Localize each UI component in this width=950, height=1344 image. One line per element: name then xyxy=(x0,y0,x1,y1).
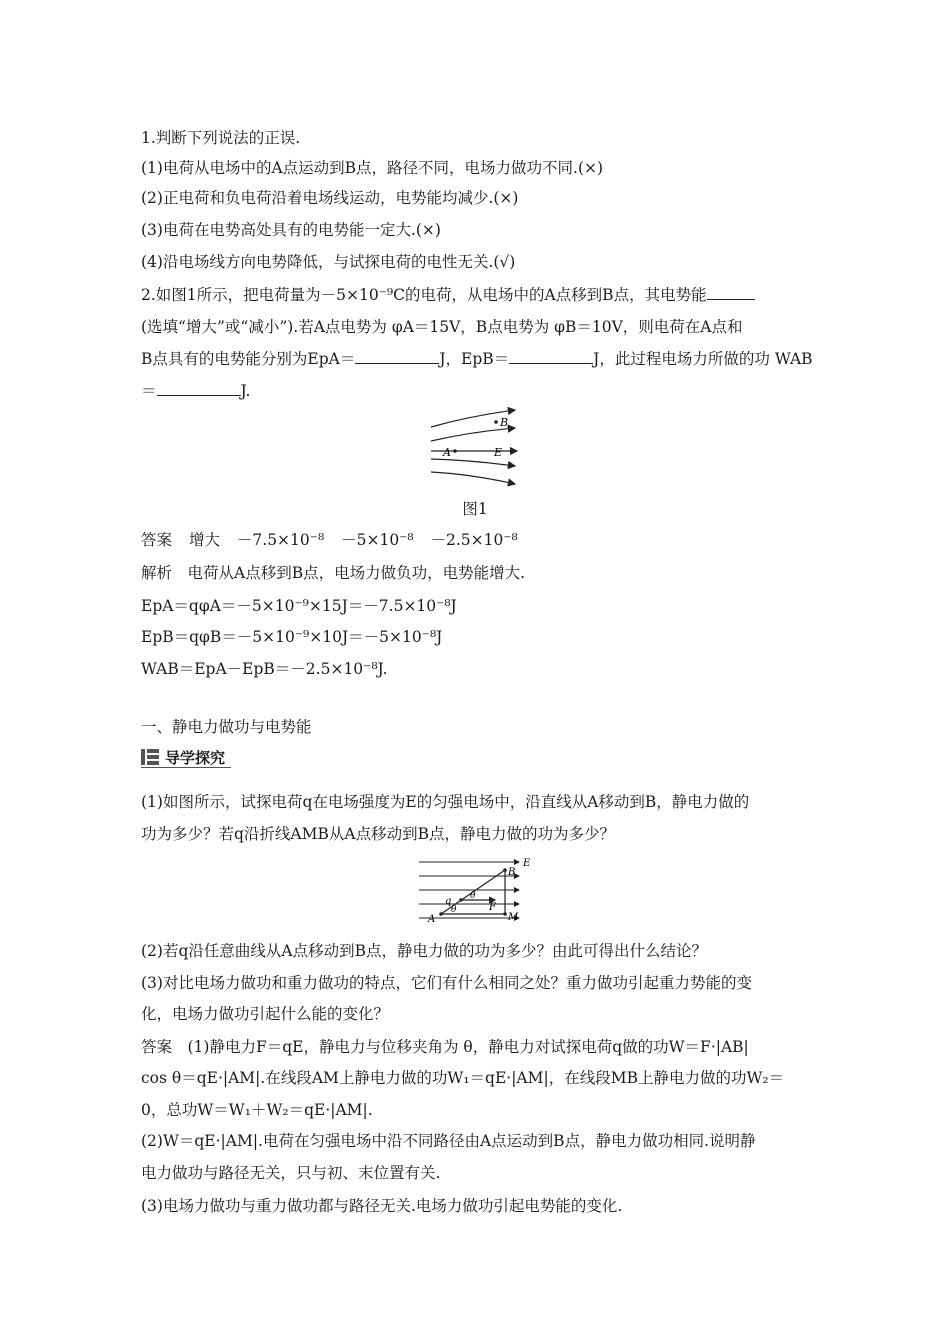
q1-item-4: (4)沿电场线方向电势降低，与试探电荷的电性无关.(√) xyxy=(141,253,516,271)
section-subheading: 导学探究 xyxy=(165,749,226,767)
fig2-label-a: A xyxy=(428,914,436,925)
blank-3 xyxy=(509,349,593,364)
fig1-label-b: B xyxy=(500,416,509,429)
blank-1 xyxy=(707,285,755,300)
analysis-2-line-3: EpB＝qφB＝－5×10⁻⁹×10J＝－5×10⁻⁸J xyxy=(141,628,443,646)
explore-p2: (2)若q沿任意曲线从A点移动到B点，静电力做的功为多少？由此可得出什么结论？ xyxy=(141,942,707,960)
answer-3-line-2: cos θ＝qE·|AM|.在线段AM上静电力做的功W₁＝qE·|AM|，在线段MB上静电力做的功W₂＝ xyxy=(141,1069,785,1087)
q1-title: 1.判断下列说法的正误. xyxy=(141,129,301,147)
answer-2-label: 答案 xyxy=(141,531,173,549)
q2-line-3-b: J，EpB＝ xyxy=(439,350,510,368)
explore-p1-line-2: 功为多少？若q沿折线AMB从A点移动到B点，静电力做的功为多少？ xyxy=(141,825,615,843)
blank-4 xyxy=(157,381,241,396)
q1-item-1: (1)电荷从电场中的A点运动到B点，路径不同，电场力做功不同.(×) xyxy=(141,159,604,177)
answer-3-line-4: (2)W＝qE·|AM|.电荷在匀强电场中沿不同路径由A点运动到B点，静电力做功相同.说明静 xyxy=(141,1132,756,1150)
q2-line-3-c: J，此过程电场力所做的功 WAB xyxy=(593,350,813,368)
fig2-label-f: F xyxy=(489,902,496,913)
q2-line-1 xyxy=(141,285,755,305)
fig2-label-e: E xyxy=(523,858,531,869)
answer-2-value-1: 增大 xyxy=(188,531,220,549)
fig2-label-q: q xyxy=(445,896,452,907)
q2-line-4 xyxy=(141,381,250,401)
q2-line-3 xyxy=(141,349,813,369)
q2-line-4-a: ＝ xyxy=(141,382,157,400)
fig2-label-theta-2: θ xyxy=(451,905,457,915)
q2-line-4-b: J. xyxy=(240,382,251,400)
figure-2-uniform-field xyxy=(415,854,535,928)
fig2-label-b: B xyxy=(508,867,516,878)
fig1-label-e: E xyxy=(494,446,503,459)
q2-line-2: (选填“增大”或“减小”).若A点电势为 φA＝15V，B点电势为 φB＝10V，则电荷在A点和 xyxy=(141,318,743,336)
explore-p3-line-2: 化，电场力做功引起什么能的变化？ xyxy=(141,1005,390,1023)
q1-item-2: (2)正电荷和负电荷沿着电场线运动，电势能均减少.(×) xyxy=(141,189,519,207)
analysis-2-line-2: EpA＝qφA＝－5×10⁻⁹×15J＝－7.5×10⁻⁸J xyxy=(141,597,457,615)
answer-3-line-1: 答案 (1)静电力F＝qE，静电力与位移夹角为 θ，静电力对试探电荷q做的功W＝F·|AB| xyxy=(141,1038,749,1056)
answer-2 xyxy=(141,530,518,550)
answer-2-value-3: －5×10⁻⁸ xyxy=(341,531,414,549)
fig2-label-m: M xyxy=(508,912,519,923)
figure-1-field-lines xyxy=(425,404,525,488)
answer-3-line-3: 0，总功W＝W₁＋W₂＝qE·|AM|. xyxy=(141,1101,373,1119)
answer-2-value-4: －2.5×10⁻⁸ xyxy=(430,531,518,549)
fig2-label-theta-1: θ xyxy=(470,891,476,901)
q1-item-3: (3)电荷在电势高处具有的电势能一定大.(×) xyxy=(141,221,441,239)
section-heading: 一、静电力做功与电势能 xyxy=(141,718,312,736)
answer-3-line-5: 电力做功与路径无关，只与初、末位置有关. xyxy=(141,1164,441,1182)
explore-p1-line-1: (1)如图所示，试探电荷q在电场强度为E的匀强电场中，沿直线从A移动到B，静电力做的 xyxy=(141,793,750,811)
analysis-2-line-4: WAB＝EpA－EpB＝－2.5×10⁻⁸J. xyxy=(141,660,388,678)
q2-line-1-text: 2.如图1所示，把电荷量为－5×10⁻⁹C的电荷，从电场中的A点移到B点，其电势能 xyxy=(141,286,707,304)
answer-3-line-6: (3)电场力做功与重力做功都与路径无关.电场力做功引起电势能的变化. xyxy=(141,1197,623,1215)
analysis-2-line-1: 解析 电荷从A点移到B点，电场力做负功，电势能增大. xyxy=(141,564,526,582)
blank-2 xyxy=(355,349,439,364)
q2-line-3-a: B点具有的电势能分别为EpA＝ xyxy=(141,350,356,368)
answer-2-value-2: －7.5×10⁻⁸ xyxy=(236,531,325,549)
figure-1-caption: 图1 xyxy=(462,500,488,518)
explore-p3-line-1: (3)对比电场力做功和重力做功的特点，它们有什么相同之处？重力做功引起重力势能的变 xyxy=(141,974,752,992)
fig1-label-a: A xyxy=(443,446,451,459)
